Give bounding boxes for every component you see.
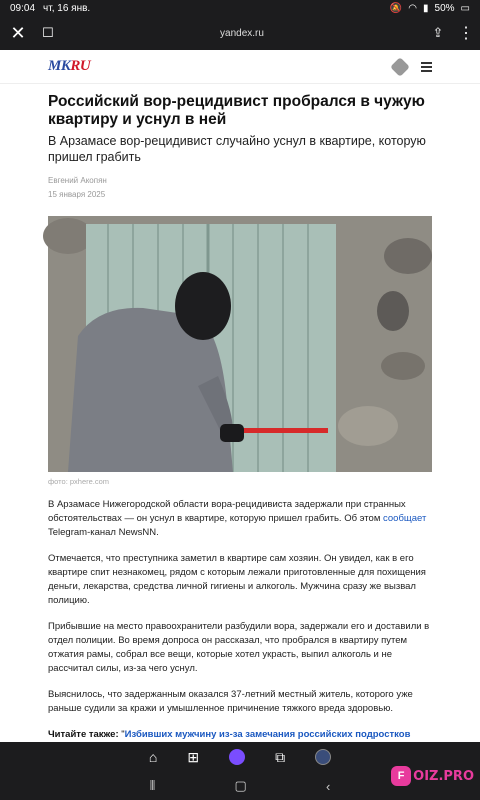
photo-credit: фото: pxhere.com <box>48 477 110 486</box>
close-icon[interactable]: ✕ <box>10 22 26 43</box>
rocket-icon[interactable] <box>390 57 410 77</box>
article-subtitle: В Арзамасе вор-рецидивист случайно уснул в квартире, которую пришел грабить <box>48 134 426 164</box>
mute-icon: 🔕 <box>389 2 403 14</box>
article-author[interactable]: Евгений Акопян <box>48 176 107 185</box>
paragraph-3: Прибывшие на место правоохранители разбудили вора, задержали его и доставили в отдел полиции. Во время допроса он рассказал, что пробрался в квартиру путем отжатия рамы, собрал все вещи, которые хотел украсть, выпил алкоголь и не рассчитал силы, из-за чего уснул. <box>48 621 430 674</box>
site-header <box>0 50 480 84</box>
url-text[interactable]: yandex.ru <box>220 27 264 39</box>
battery-icon: ▭ <box>460 2 470 14</box>
read-also-link[interactable]: Избивших мужчину из-за замечания российских подростков <box>124 729 411 740</box>
article-date: 15 января 2025 <box>48 190 106 199</box>
paragraph-4: Выяснилось, что задержанным оказался 37-летний местный житель, которого уже раньше судили за кражи и умышленное причинение тяжкого вреда здоровью. <box>48 689 413 714</box>
alice-assistant-icon[interactable] <box>229 749 245 765</box>
web-page <box>0 50 480 742</box>
browser-toolbar <box>0 16 480 50</box>
status-bar <box>0 0 480 16</box>
back-icon[interactable]: ‹ <box>326 778 331 794</box>
article-body <box>48 498 432 756</box>
burglar-photo <box>48 216 432 472</box>
home-icon[interactable]: ⌂ <box>148 749 158 765</box>
more-menu-icon[interactable]: ⋮ <box>458 25 474 42</box>
watermark-text: OIZ.PRO <box>413 768 474 784</box>
paragraph-2: Отмечается, что преступника заметил в квартире сам хозяин. Он увидел, как в его квартире спит незнакомец, рядом с которым лежали приготовленные для похищения деньги, лекарства, средства личной гигиены и алкоголь. Мужчина сразу же вызвал полицию. <box>48 553 426 606</box>
article-photo[interactable] <box>48 216 432 472</box>
tabs-icon[interactable]: ⧉ <box>275 748 286 765</box>
profile-avatar[interactable] <box>315 749 331 765</box>
recent-apps-icon[interactable]: ⦀ <box>149 778 156 793</box>
apps-grid-icon[interactable]: ⊞ <box>187 748 200 765</box>
source-link[interactable]: сообщает <box>383 513 427 524</box>
status-date: чт, 16 янв. <box>43 2 91 14</box>
share-icon[interactable]: ⇪ <box>432 25 444 40</box>
paragraph-1: В Арзамасе Нижегородской области вора-рецидивиста задержали при странных обстоятельствах — он уснул в квартире, которую пришел грабить. Об этом сообщает Telegram-канал NewsNN. <box>48 499 427 538</box>
bookmark-icon[interactable]: ☐ <box>42 25 54 40</box>
battery-level: 50% <box>434 2 455 14</box>
wifi-icon: ◠ <box>408 2 418 14</box>
status-time: 09:04 <box>10 2 36 14</box>
site-logo[interactable]: MKRU <box>48 58 91 74</box>
home-button-icon[interactable]: ▢ <box>234 778 247 793</box>
watermark <box>391 766 474 786</box>
menu-icon[interactable] <box>421 62 432 72</box>
article-title: Российский вор-рецидивист пробрался в чужую квартиру и уснул в ней <box>48 93 425 128</box>
signal-icon: ▮ <box>423 2 429 14</box>
watermark-logo: F <box>391 766 411 786</box>
article <box>0 93 480 756</box>
read-also: Читайте также: "Избивших мужчину из-за замечания российских подростков <box>48 728 432 756</box>
